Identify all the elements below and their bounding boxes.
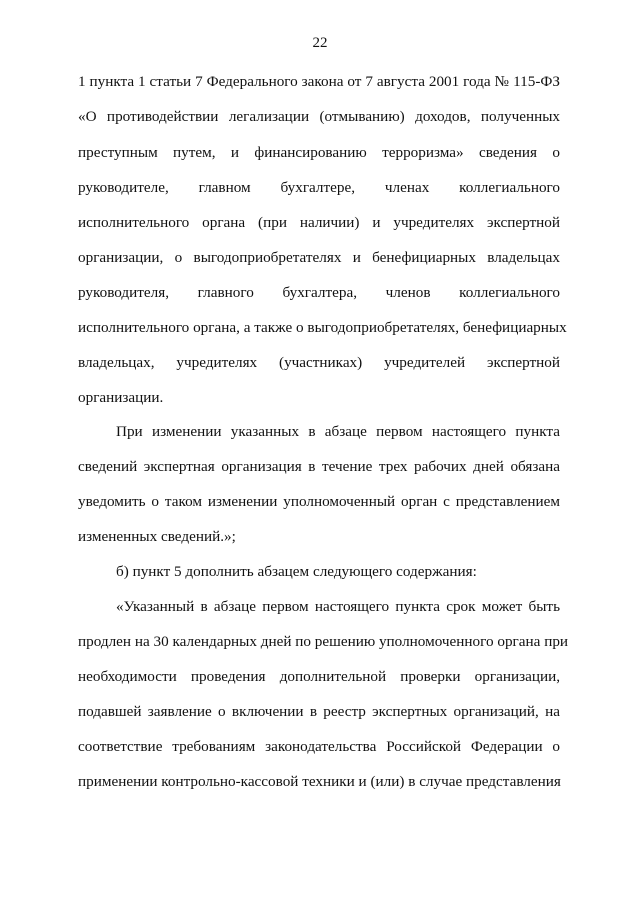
text-line: При изменении указанных в абзаце первом настоящего пункта (116, 423, 560, 440)
text-line: 1 пункта 1 статьи 7 Федерального закона от 7 августа 2001 года № 115-ФЗ (78, 73, 560, 90)
text-line: применении контрольно-кассовой техники и (или) в случае представления (78, 773, 561, 790)
text-line: сведений экспертная организация в течение трех рабочих дней обязана (78, 458, 560, 475)
text-line: продлен на 30 календарных дней по решению уполномоченного органа при (78, 633, 569, 650)
text-line: соответствие требованиям законодательства Российской Федерации о (78, 738, 560, 755)
text-line: необходимости проведения дополнительной проверки организации, (78, 668, 560, 685)
text-line: организации. (78, 389, 164, 406)
page-number: 22 (312, 35, 328, 51)
text-line: организации, о выгодоприобретателях и бенефициарных владельцах (78, 249, 560, 266)
text-line: исполнительного органа, а также о выгодоприобретателях, бенефициарных (78, 319, 567, 336)
text-line: руководителя, главного бухгалтера, членов коллегиального (78, 284, 560, 301)
text-line: б) пункт 5 дополнить абзацем следующего содержания: (116, 563, 477, 580)
text-line: «Указанный в абзаце первом настоящего пункта срок может быть (116, 598, 560, 615)
text-line: подавшей заявление о включении в реестр экспертных организаций, на (78, 703, 560, 720)
text-line: уведомить о таком изменении уполномоченный орган с представлением (78, 493, 560, 510)
text-line: владельцах, учредителях (участниках) учредителей экспертной (78, 354, 560, 371)
text-line: исполнительного органа (при наличии) и учредителях экспертной (78, 214, 560, 231)
text-line: измененных сведений.»; (78, 528, 236, 545)
text-line: преступным путем, и финансированию терроризма» сведения о (78, 144, 560, 161)
text-line: руководителе, главном бухгалтере, членах коллегиального (78, 179, 560, 196)
text-line: «О противодействии легализации (отмыванию) доходов, полученных (78, 108, 560, 125)
